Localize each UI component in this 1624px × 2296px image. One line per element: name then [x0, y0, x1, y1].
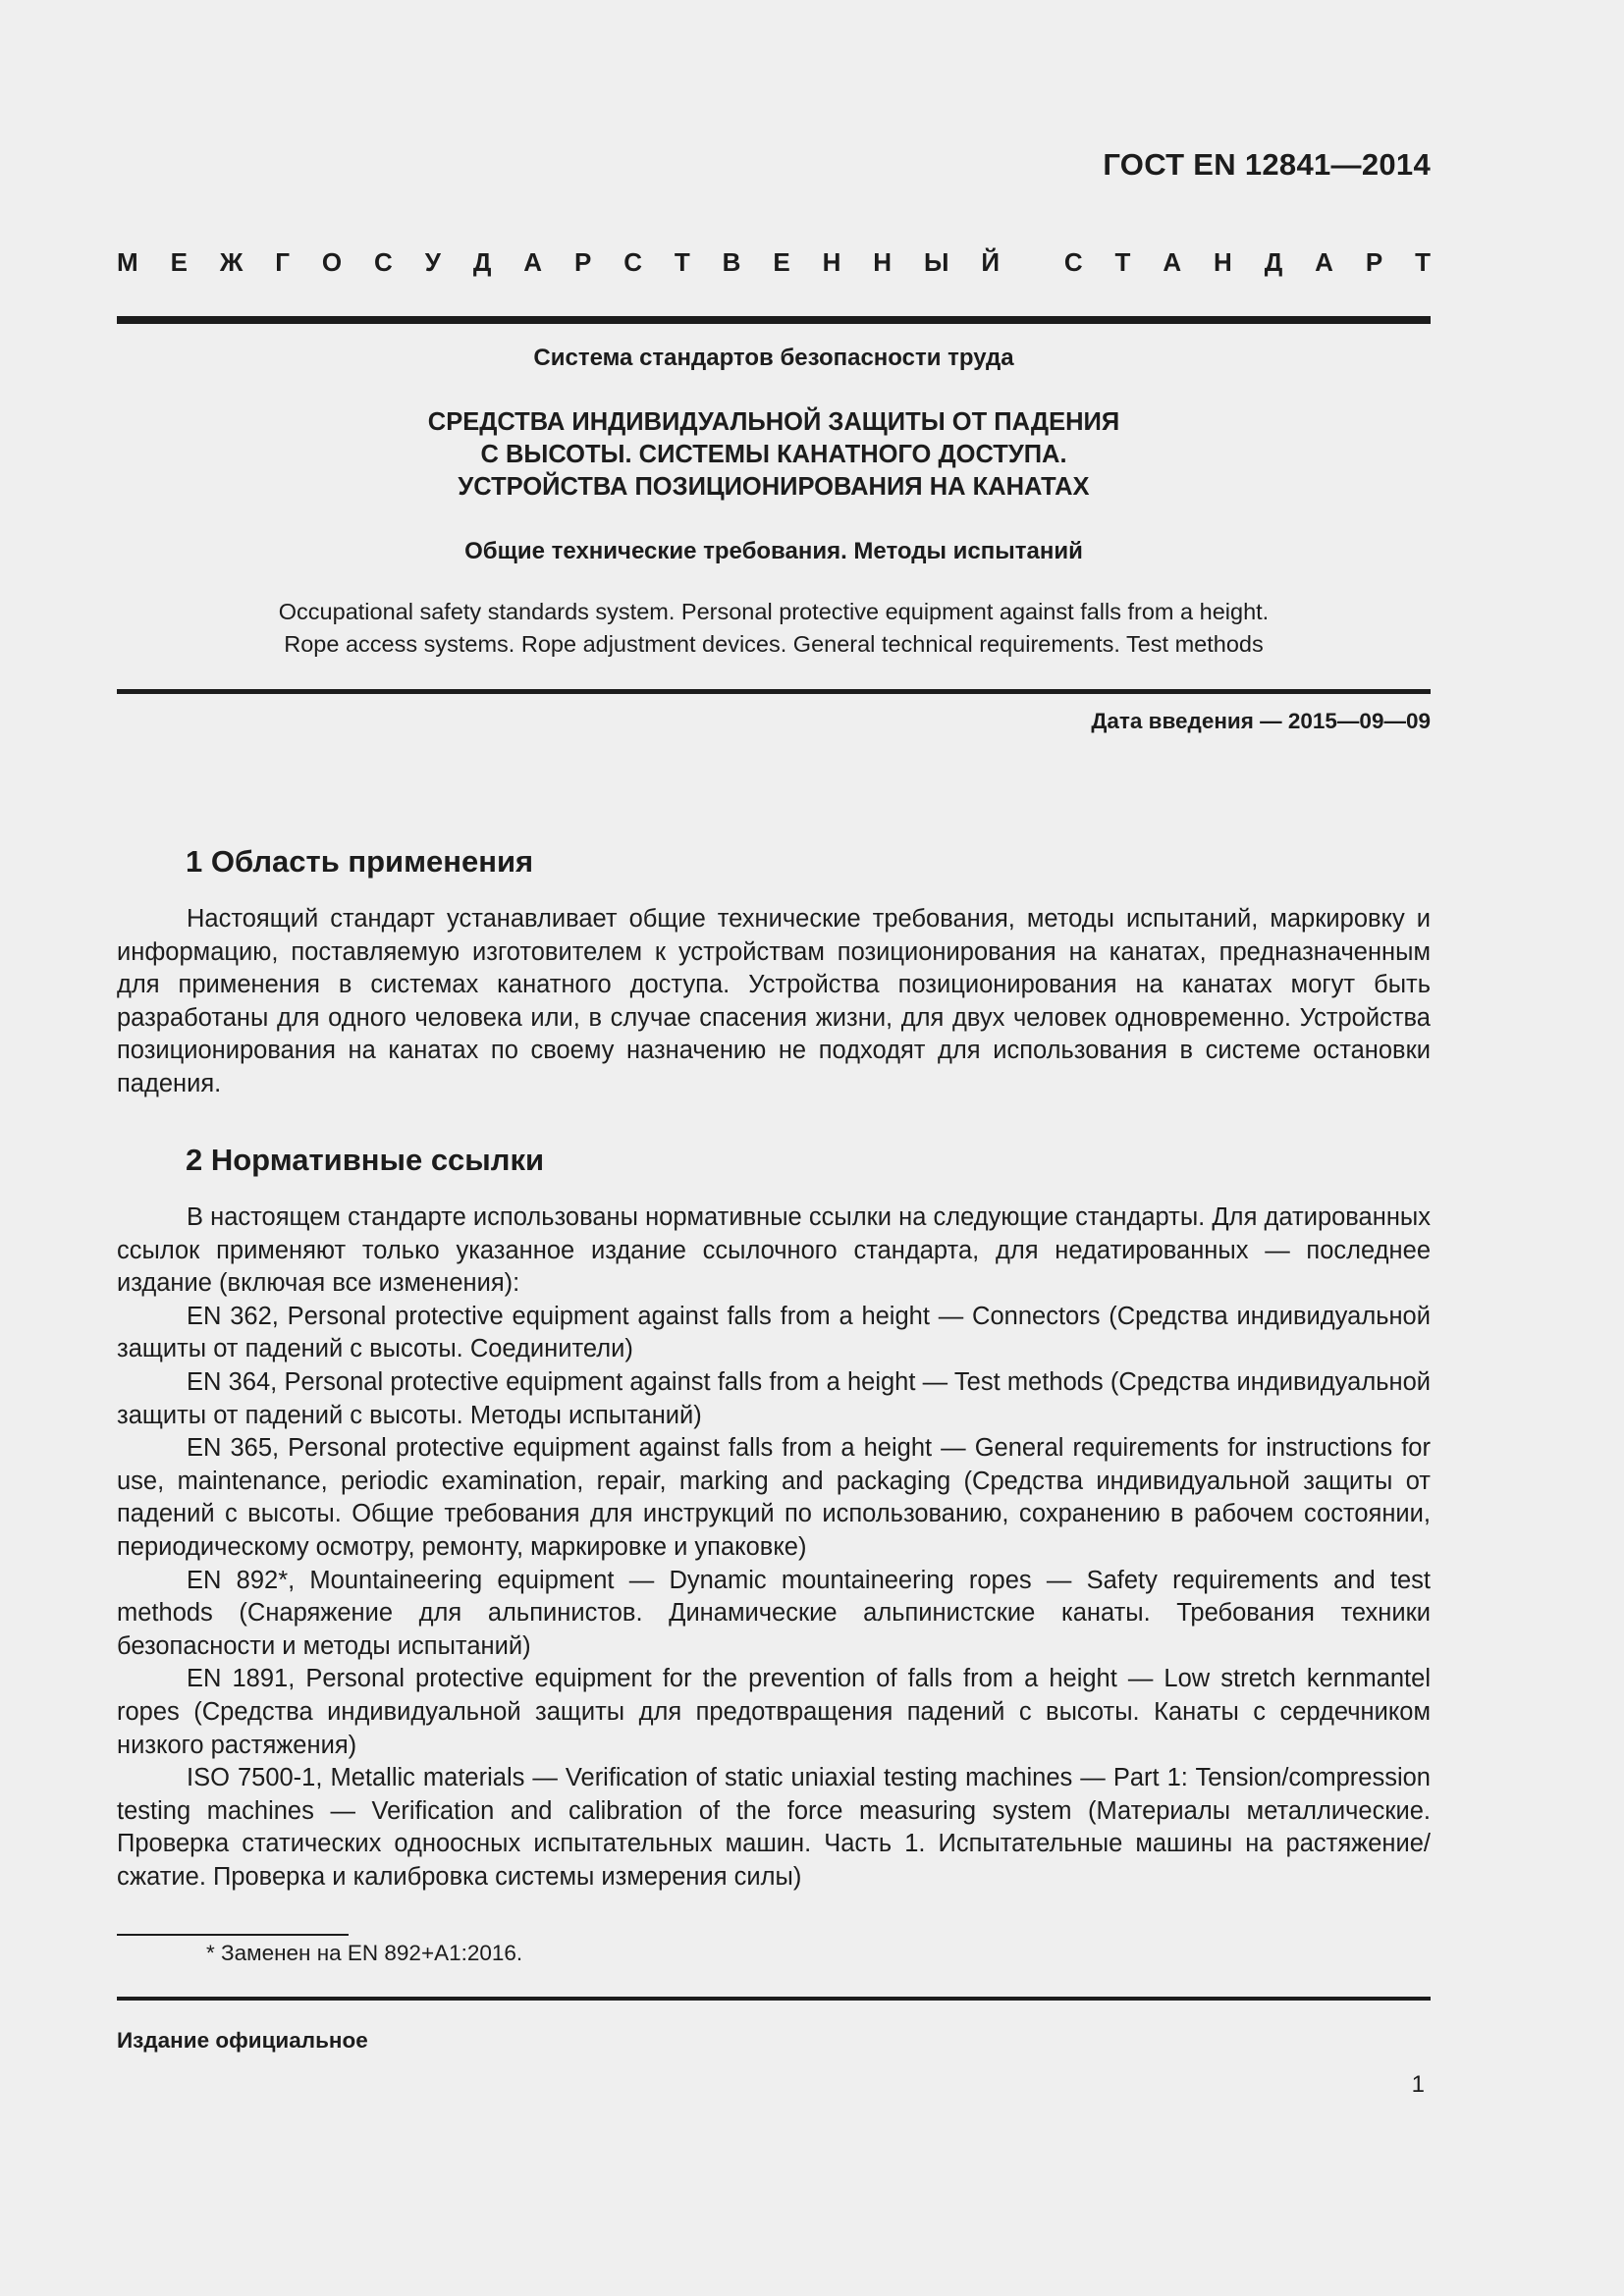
official-edition-label: Издание официальное	[117, 2028, 368, 2053]
banner-letter: У	[424, 247, 441, 277]
document-code: ГОСТ EN 12841—2014	[1103, 147, 1431, 182]
banner-letter: Н	[1214, 247, 1232, 277]
interstate-standard-banner	[117, 247, 1431, 278]
banner-letter: С	[374, 247, 393, 277]
banner-letter: Е	[170, 247, 188, 277]
english-title-line: Occupational safety standards system. Personal protective equipment against falls from a height.	[278, 599, 1270, 624]
paragraph: В настоящем стандарте использованы нормативные ссылки на следующие стандарты. Для датированных ссылок применяют только указанное издание ссылочного стандарта, для недатированных — последнее издание (включая все изменения):	[117, 1203, 1431, 1298]
page-number: 1	[1411, 2071, 1425, 2098]
paragraph: Настоящий стандарт устанавливает общие технические требования, методы испытаний, маркировку и информацию, поставляемую изготовителем к устройствам позиционирования на канатах, предназначенным для применения в системах канатного доступа. Устройства позиционирования на канатах могут быть разработаны для одного человека или, в случае спасения жизни, для двух человек одновременно. Устройства позиционирования на канатах по своему назначению не подходят для использования в системе остановки падения.	[117, 905, 1431, 1097]
reference-item: ISO 7500-1, Metallic materials — Verification of static uniaxial testing machines — Part 1: Tension/compression testing machines — Verification and calibration of the force measuring system (Материалы металлические. Проверка статических одноосных испытательных машин. Часть 1. Испытательные машины на растяжение/сжатие. Проверка и калибровка системы измерения силы)	[117, 1764, 1431, 1891]
banner-letter: Н	[873, 247, 893, 277]
banner-letter: Й	[981, 247, 1001, 277]
reference-item: EN 365, Personal protective equipment against falls from a height — General requirements for instructions for use, maintenance, periodic examination, repair, marking and packaging (Средства индивидуальной защиты от падений с высоты. Общие требования для инструкций по использованию, сохранению в рабочем состоянии, периодическому осмотру, ремонту, маркировке и упаковке)	[117, 1434, 1431, 1561]
banner-letter: Г	[275, 247, 290, 277]
document-subtitle: Общие технические требования. Методы испытаний	[464, 538, 1083, 564]
english-title	[117, 596, 1431, 661]
title-divider	[117, 689, 1431, 694]
banner-letter: О	[321, 247, 343, 277]
banner-letter: Д	[472, 247, 492, 277]
banner-letter: В	[722, 247, 741, 277]
banner-letter: Н	[822, 247, 841, 277]
footnote-divider	[117, 1934, 349, 1936]
reference-item: EN 1891, Personal protective equipment for the prevention of falls from a height — Low stretch kernmantel ropes (Средства индивидуальной защиты для предотвращения падений с высоты. Канаты с сердечником низкого растяжения)	[117, 1665, 1431, 1759]
title-line: С ВЫСОТЫ. СИСТЕМЫ КАНАТНОГО ДОСТУПА.	[480, 441, 1067, 468]
section-2-body	[117, 1201, 1431, 1894]
section-2-heading: 2 Нормативные ссылки	[186, 1143, 545, 1177]
banner-letter: С	[623, 247, 642, 277]
banner-letter: Е	[773, 247, 790, 277]
title-line: СРЕДСТВА ИНДИВИДУАЛЬНОЙ ЗАЩИТЫ ОТ ПАДЕНИЯ	[427, 408, 1120, 436]
banner-letter: Т	[1114, 247, 1131, 277]
header-divider	[117, 316, 1431, 324]
banner-letter: А	[523, 247, 543, 277]
banner-letter: Д	[1264, 247, 1283, 277]
introduction-date: Дата введения — 2015—09—09	[1091, 709, 1431, 733]
banner-letter: А	[1315, 247, 1333, 277]
banner-letter: Р	[573, 247, 592, 277]
section-1-body	[117, 903, 1431, 1101]
reference-item: EN 364, Personal protective equipment against falls from a height — Test methods (Средства индивидуальной защиты от падений с высоты. Методы испытаний)	[117, 1367, 1431, 1429]
banner-letter: М	[117, 247, 138, 277]
banner-letter: Ы	[923, 247, 949, 277]
english-title-line: Rope access systems. Rope adjustment devices. General technical requirements. Test methods	[284, 631, 1264, 657]
section-1-heading: 1 Область применения	[186, 844, 534, 879]
banner-letter: С	[1063, 247, 1083, 277]
banner-letter: Ж	[219, 247, 244, 277]
reference-item: EN 892*, Mountaineering equipment — Dynamic mountaineering ropes — Safety requirements and test methods (Снаряжение для альпинистов. Динамические альпинистские канаты. Требования техники безопасности и методы испытаний)	[117, 1566, 1431, 1660]
banner-letter: Т	[1415, 247, 1431, 277]
standards-system-title: Система стандартов безопасности труда	[533, 345, 1014, 371]
title-line: УСТРОЙСТВА ПОЗИЦИОНИРОВАНИЯ НА КАНАТАХ	[458, 473, 1090, 501]
reference-item: EN 362, Personal protective equipment against falls from a height — Connectors (Средства индивидуальной защиты от падений с высоты. Соединители)	[117, 1302, 1431, 1363]
banner-letter: Р	[1365, 247, 1383, 277]
footnote: * Заменен на EN 892+A1:2016.	[206, 1941, 523, 1965]
banner-letter: Т	[674, 247, 690, 277]
footer-divider	[117, 1997, 1431, 2001]
banner-letter: А	[1163, 247, 1182, 277]
document-title	[117, 406, 1431, 504]
